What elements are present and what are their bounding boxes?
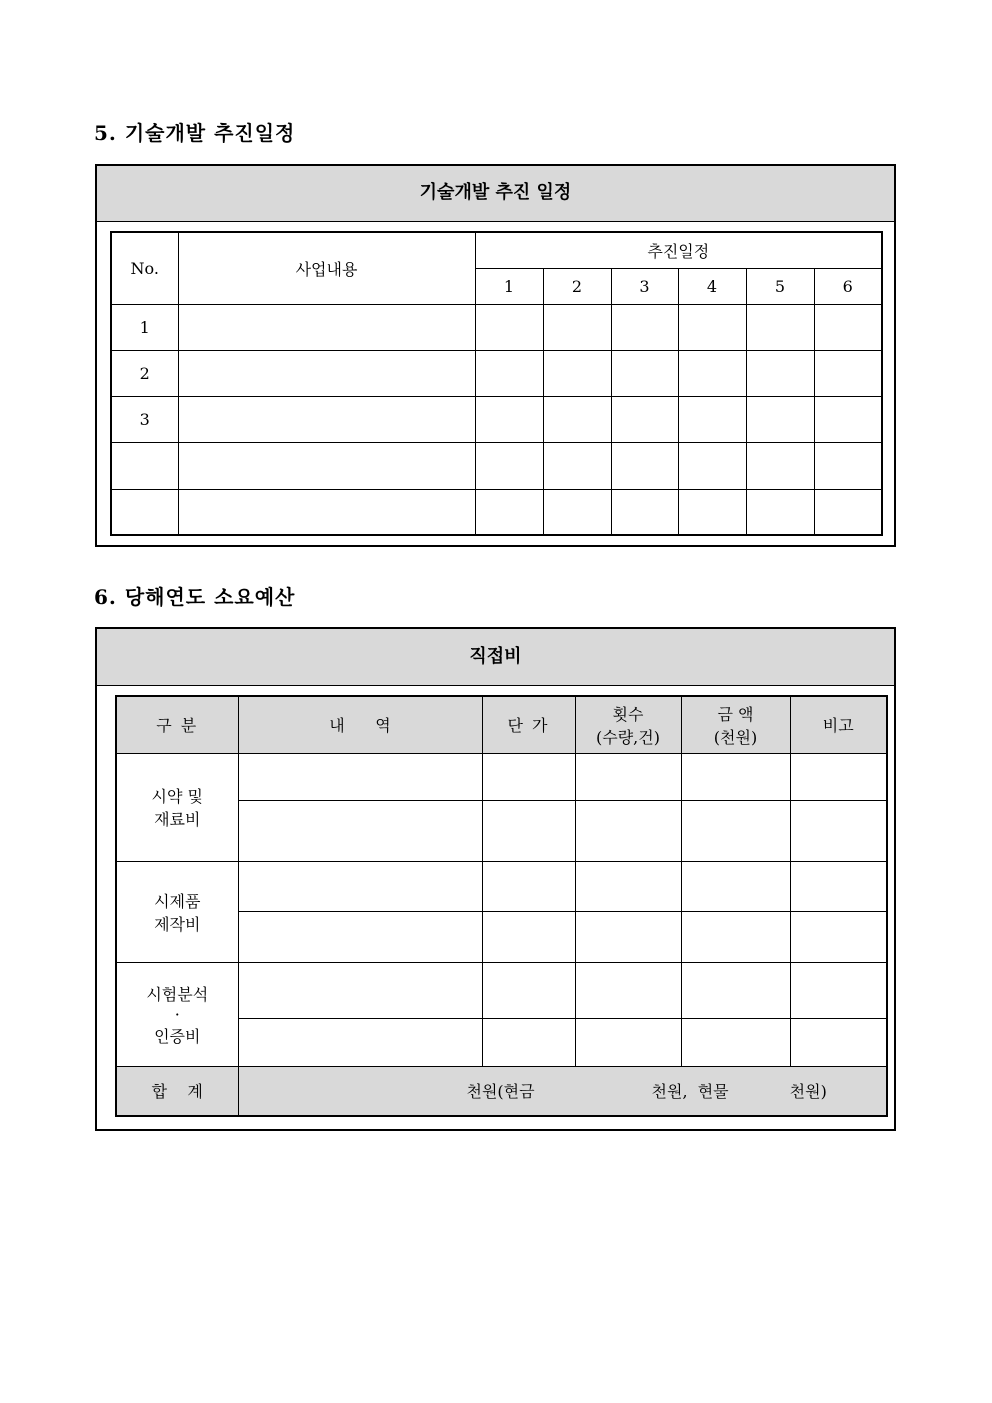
header-detail: 내 역 [238,696,482,753]
schedule-cell[interactable] [814,304,882,350]
table-row [116,753,887,800]
amount-cell[interactable] [681,753,790,800]
amount-cell[interactable] [681,861,790,911]
category-line: · [174,1004,180,1024]
section-5-title: 5. 기술개발 추진일정 [94,121,296,145]
schedule-cell[interactable] [543,396,611,442]
count-cell[interactable] [575,861,681,911]
schedule-cell[interactable] [814,442,882,489]
category-line: 시약 및 [151,787,203,806]
total-row [116,1066,887,1116]
col-schedule-header: 추진일정 [475,232,882,268]
unit-price-cell[interactable] [482,911,575,962]
table-row [111,489,882,535]
unit-price-cell[interactable] [482,962,575,1018]
schedule-cell[interactable] [611,442,678,489]
count-cell[interactable] [575,753,681,800]
col-no-header: No. [111,232,178,304]
budget-header-row [116,696,887,753]
detail-cell[interactable] [238,861,482,911]
schedule-cell[interactable] [543,489,611,535]
schedule-col-3: 3 [611,268,678,304]
unit-price-cell[interactable] [482,861,575,911]
header-amount-line1: 금 액 [717,704,754,724]
detail-cell[interactable] [238,800,482,861]
row-number [111,489,178,535]
header-count-line1: 횟수 [612,704,644,724]
note-cell[interactable] [790,911,887,962]
table-row [111,396,882,442]
budget-table [115,695,888,1117]
total-value[interactable]: 천원(현금 천원, 현물 천원) [238,1066,887,1116]
note-cell[interactable] [790,861,887,911]
header-count-line2: (수량,건) [596,727,660,747]
schedule-col-1: 1 [475,268,543,304]
schedule-col-5: 5 [746,268,814,304]
schedule-col-2: 2 [543,268,611,304]
schedule-cell[interactable] [678,350,746,396]
detail-cell[interactable] [238,962,482,1018]
schedule-box-header: 기술개발 추진 일정 [97,166,894,222]
schedule-cell[interactable] [475,442,543,489]
col-content-header: 사업내용 [178,232,475,304]
category-prototype [116,861,238,962]
table-row [111,350,882,396]
schedule-cell[interactable] [746,442,814,489]
schedule-cell[interactable] [746,350,814,396]
note-cell[interactable] [790,1018,887,1066]
category-testing [116,962,238,1066]
total-label: 합 계 [116,1066,238,1116]
content-cell[interactable] [178,489,475,535]
schedule-cell[interactable] [611,489,678,535]
schedule-cell[interactable] [611,396,678,442]
detail-cell[interactable] [238,1018,482,1066]
note-cell[interactable] [790,962,887,1018]
schedule-cell[interactable] [475,396,543,442]
schedule-cell[interactable] [678,442,746,489]
row-number: 2 [111,350,178,396]
schedule-table [110,231,883,536]
schedule-cell[interactable] [746,396,814,442]
budget-box-header: 직접비 [97,629,894,686]
schedule-cell[interactable] [814,350,882,396]
schedule-cell[interactable] [678,489,746,535]
category-line: 제작비 [154,914,201,934]
header-unit-price: 단 가 [482,696,575,753]
note-cell[interactable] [790,753,887,800]
unit-price-cell[interactable] [482,753,575,800]
schedule-cell[interactable] [475,304,543,350]
detail-cell[interactable] [238,911,482,962]
count-cell[interactable] [575,911,681,962]
category-line: 인증비 [154,1026,201,1046]
schedule-cell[interactable] [543,304,611,350]
table-row [111,304,882,350]
schedule-cell[interactable] [814,396,882,442]
unit-price-cell[interactable] [482,1018,575,1066]
header-amount [681,696,790,753]
count-cell[interactable] [575,800,681,861]
row-number [111,442,178,489]
schedule-col-6: 6 [814,268,882,304]
schedule-col-4: 4 [678,268,746,304]
count-cell[interactable] [575,962,681,1018]
schedule-cell[interactable] [611,304,678,350]
schedule-cell[interactable] [475,350,543,396]
schedule-cell[interactable] [678,396,746,442]
category-line: 재료비 [154,810,201,829]
schedule-cell[interactable] [611,350,678,396]
schedule-cell[interactable] [746,304,814,350]
schedule-cell[interactable] [678,304,746,350]
content-cell[interactable] [178,304,475,350]
header-category: 구 분 [116,696,238,753]
note-cell[interactable] [790,800,887,861]
schedule-cell[interactable] [814,489,882,535]
category-line: 시제품 [154,891,201,911]
row-number: 1 [111,304,178,350]
header-count [575,696,681,753]
table-row [116,962,887,1018]
schedule-cell[interactable] [543,442,611,489]
amount-cell[interactable] [681,962,790,1018]
amount-cell[interactable] [681,1018,790,1066]
category-materials [116,753,238,861]
schedule-cell[interactable] [475,489,543,535]
header-note: 비고 [790,696,887,753]
content-cell[interactable] [178,396,475,442]
row-number: 3 [111,396,178,442]
amount-cell[interactable] [681,911,790,962]
content-cell[interactable] [178,350,475,396]
table-row [116,861,887,911]
amount-cell[interactable] [681,800,790,861]
category-line: 시험분석 [146,984,209,1004]
detail-cell[interactable] [238,753,482,800]
schedule-cell[interactable] [543,350,611,396]
section-6-title: 6. 당해연도 소요예산 [94,585,296,609]
unit-price-cell[interactable] [482,800,575,861]
header-amount-line2: (천원) [713,727,758,747]
table-row [111,442,882,489]
content-cell[interactable] [178,442,475,489]
schedule-cell[interactable] [746,489,814,535]
count-cell[interactable] [575,1018,681,1066]
